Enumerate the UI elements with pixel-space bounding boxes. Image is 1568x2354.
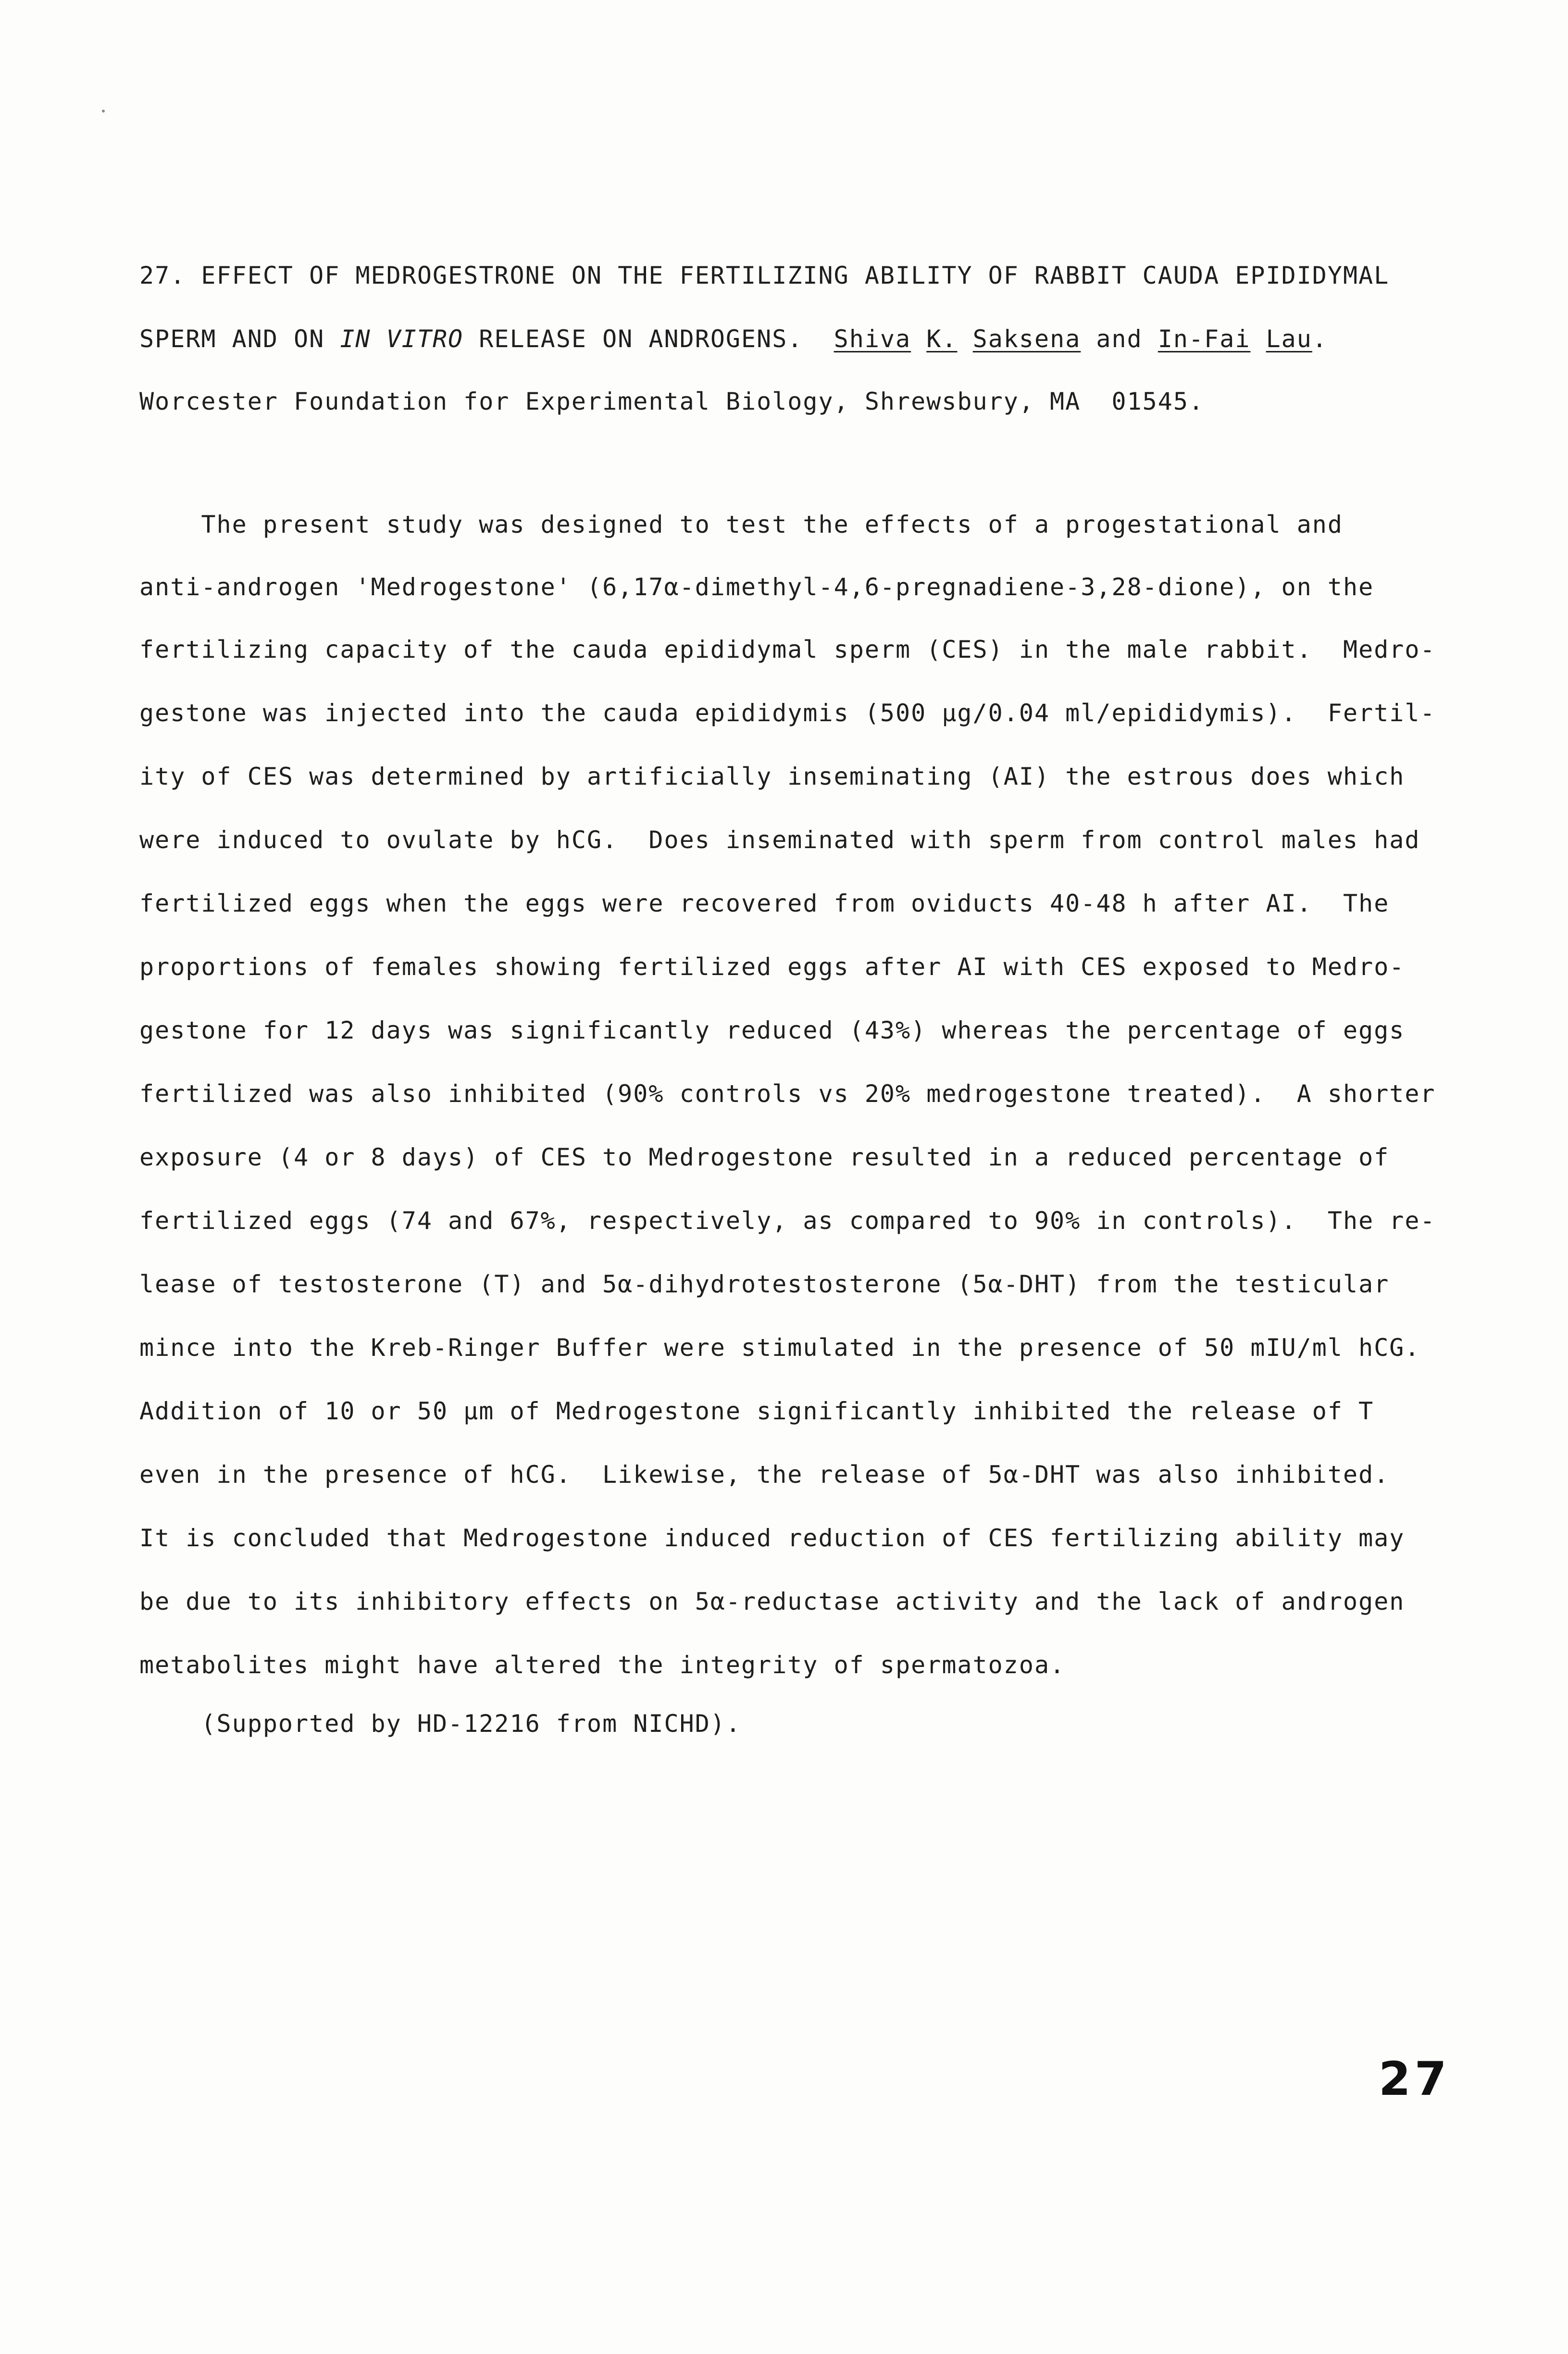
body-line-16: even in the presence of hCG. Likewise, the release of 5α-DHT was also inhibited. [139,1461,1390,1489]
body-line-11: exposure (4 or 8 days) of CES to Medrogestone resulted in a reduced percentage of [139,1143,1390,1171]
abstract-number: 27. [139,262,186,289]
title-text-line-2b: RELEASE ON ANDROGENS. [463,325,834,353]
abstract-title-line-1 [139,263,1389,288]
scan-speck [102,110,105,113]
author-2-last-name: Lau [1266,325,1312,353]
title-text-line-1: EFFECT OF MEDROGESTRONE ON THE FERTILIZING ABILITY OF RABBIT CAUDA EPIDIDYMAL [201,262,1390,289]
body-line-18: be due to its inhibitory effects on 5α-reductase activity and the lack of androgen [139,1588,1405,1615]
author-1-last-name: Saksena [972,325,1081,353]
body-line-9: gestone for 12 days was significantly reduced (43%) whereas the percentage of eggs [139,1016,1405,1044]
funding-note: (Supported by HD-12216 from NICHD). [139,1710,741,1738]
body-line-19: metabolites might have altered the integrity of spermatozoa. [139,1651,1066,1679]
body-line-12: fertilized eggs (74 and 67%, respectively, as compared to 90% in controls). The re- [139,1207,1436,1235]
body-line-7: fertilized eggs when the eggs were recovered from oviducts 40-48 h after AI. The [139,889,1390,917]
body-line-13: lease of testosterone (T) and 5α-dihydrotestosterone (5α-DHT) from the testicular [139,1270,1390,1298]
body-line-4: gestone was injected into the cauda epididymis (500 μg/0.04 ml/epididymis). Fertil- [139,699,1436,727]
body-line-1: The present study was designed to test the effects of a progestational and [139,511,1343,538]
author-conjunction: and [1081,325,1158,353]
body-line-2: anti-androgen 'Medrogestone' (6,17α-dimethyl-4,6-pregnadiene-3,28-dione), on the [139,573,1374,601]
body-line-6: were induced to ovulate by hCG. Does inseminated with sperm from control males had [139,826,1420,854]
body-line-8: proportions of females showing fertilized eggs after AI with CES exposed to Medro- [139,953,1405,981]
body-line-17: It is concluded that Medrogestone induced reduction of CES fertilizing ability may [139,1524,1405,1552]
body-line-14: mince into the Kreb-Ringer Buffer were stimulated in the presence of 50 mIU/ml hCG. [139,1334,1420,1362]
author-1-middle-initial: K. [926,325,958,353]
body-line-15: Addition of 10 or 50 μm of Medrogestone significantly inhibited the release of T [139,1397,1374,1425]
author-2-first-name: In-Fai [1157,325,1251,353]
title-italic-in-vitro: IN VITRO [340,325,464,353]
body-line-3: fertilizing capacity of the cauda epididymal sperm (CES) in the male rabbit. Medro- [139,636,1436,664]
affiliation: Worcester Foundation for Experimental Biology, Shrewsbury, MA 01545. [139,388,1205,415]
author-1-first-name: Shiva [834,325,911,353]
abstract-title-line-2: SPERM AND ON IN VITRO RELEASE ON ANDROGENS. Shiva K. Saksena and In-Fai Lau. [139,325,1328,353]
body-line-10: fertilized was also inhibited (90% controls vs 20% medrogestone treated). A shorter [139,1080,1436,1108]
page-number: 27 [1379,2052,1451,2106]
body-line-5: ity of CES was determined by artificially inseminating (AI) the estrous does which [139,763,1405,790]
title-text-line-2a: SPERM AND ON [139,325,340,353]
